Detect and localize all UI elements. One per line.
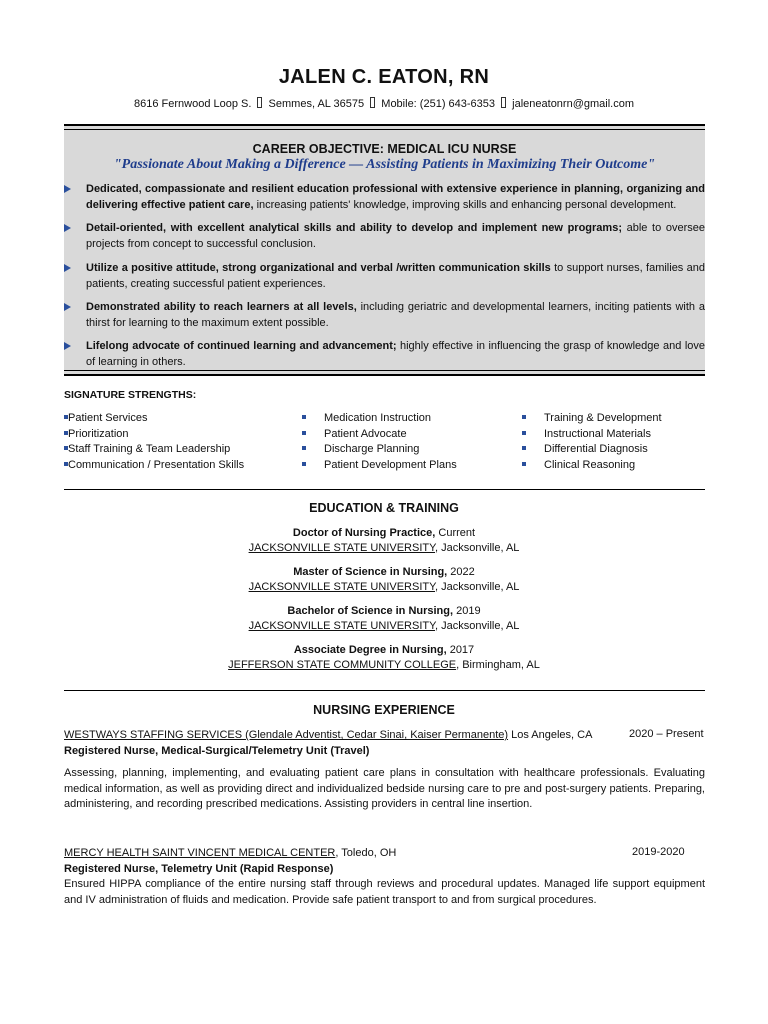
education-degree: Associate Degree in Nursing, 2017 [293, 644, 475, 656]
email-address: jaleneatonrn@gmail.com [512, 98, 634, 110]
strength-item: Clinical Reasoning [522, 458, 662, 474]
strength-item: Communication / Presentation Skills [64, 458, 244, 474]
objective-bullet [64, 339, 705, 370]
divider [64, 374, 705, 376]
education-school: JEFFERSON STATE COMMUNITY COLLEGE, Birmingham, AL [228, 659, 540, 671]
experience-heading: NURSING EXPERIENCE [313, 703, 455, 717]
square-bullet-icon [302, 446, 306, 450]
square-bullet-icon [522, 446, 526, 450]
strengths-heading: SIGNATURE STRENGTHS: [64, 389, 197, 401]
job-description: Assessing, planning, implementing, and evaluating patient care plans in consultation with healthcare professionals. Evaluating medical information, as well as providing direct and individualized bedside nursing care to pre and post-surgery patients. Preparing, administering, and recording prescribed medications. Assisting providers in central line insertion. [64, 767, 705, 810]
arrow-bullet-icon [64, 224, 71, 232]
objective-bullet [64, 182, 705, 213]
square-bullet-icon [522, 431, 526, 435]
square-bullet-icon [302, 431, 306, 435]
job-employer-line: MERCY HEALTH SAINT VINCENT MEDICAL CENTER, Toledo, OH [64, 847, 397, 859]
bullet-bold: Dedicated, compassionate and resilient education professional with extensive experience in planning, organizing and delivering effective patient care, [86, 183, 705, 211]
strength-item: Differential Diagnosis [522, 442, 662, 458]
arrow-bullet-icon [64, 185, 71, 193]
objective-bullet [64, 300, 705, 331]
contact-line [0, 97, 768, 110]
job-dates: 2019-2020 [632, 846, 685, 858]
bullet-text: to support nurses, families and patients, creating successful patient experiences. [86, 262, 705, 290]
mobile-number: Mobile: (251) 643-6353 [381, 98, 496, 110]
separator-icon [501, 97, 506, 108]
address: 8616 Fernwood Loop S. [134, 98, 252, 110]
strength-item: Patient Development Plans [302, 458, 457, 474]
job-entry [64, 728, 705, 813]
education-school: JACKSONVILLE STATE UNIVERSITY, Jacksonville, AL [248, 542, 520, 554]
strengths-column-2 [302, 411, 457, 473]
bullet-bold: Lifelong advocate of continued learning and advancement; [86, 340, 397, 352]
objective-bullet [64, 221, 705, 252]
job-title: Registered Nurse, Telemetry Unit (Rapid Response) [64, 862, 334, 875]
strengths-column-3 [522, 411, 662, 473]
arrow-bullet-icon [64, 303, 71, 311]
square-bullet-icon [302, 462, 306, 466]
arrow-bullet-icon [64, 264, 71, 272]
candidate-name: JALEN C. EATON, RN [278, 66, 490, 88]
divider [64, 370, 705, 371]
education-degree: Master of Science in Nursing, 2022 [293, 566, 475, 578]
education-school: JACKSONVILLE STATE UNIVERSITY, Jacksonville, AL [248, 620, 520, 632]
arrow-bullet-icon [64, 342, 71, 350]
job-dates: 2020 – Present [629, 728, 704, 740]
bullet-text: increasing patients' knowledge, improving skills and enhancing personal development. [253, 198, 677, 211]
job-title: Registered Nurse, Medical-Surgical/Telemetry Unit (Travel) [64, 744, 370, 757]
job-employer-line: WESTWAYS STAFFING SERVICES (Glendale Adventist, Cedar Sinai, Kaiser Permanente) Los Angeles, CA [64, 729, 593, 741]
strength-item: Prioritization [64, 427, 244, 443]
bullet-bold: Utilize a positive attitude, strong organizational and verbal /written communication skills [86, 262, 551, 274]
strength-item: Training & Development [522, 411, 662, 427]
strengths-column-1 [64, 411, 244, 473]
city-state-zip: Semmes, AL 36575 [268, 98, 365, 110]
square-bullet-icon [522, 462, 526, 466]
strength-item: Patient Services [64, 411, 244, 427]
square-bullet-icon [522, 415, 526, 419]
strength-item: Staff Training & Team Leadership [64, 442, 244, 458]
section-divider [64, 489, 705, 490]
bullet-text: able to oversee projects from concept to successful conclusion. [86, 222, 705, 250]
job-entry [64, 846, 705, 908]
objective-tagline: "Passionate About Making a Difference — Assisting Patients in Maximizing Their Outcome" [113, 157, 656, 172]
education-heading: EDUCATION & TRAINING [309, 501, 459, 515]
separator-icon [370, 97, 375, 108]
divider [64, 124, 705, 126]
strength-item: Instructional Materials [522, 427, 662, 443]
strength-item: Patient Advocate [302, 427, 457, 443]
divider [64, 129, 705, 130]
bullet-text: highly effective in influencing the grasp of knowledge and love of learning in others. [86, 340, 705, 368]
bullet-text: including geriatric and developmental learners, inciting patients with a thirst for learning to the maximum extent possible. [86, 301, 705, 329]
education-degree: Doctor of Nursing Practice, Current [292, 527, 476, 539]
strength-item: Discharge Planning [302, 442, 457, 458]
education-school: JACKSONVILLE STATE UNIVERSITY, Jacksonville, AL [248, 581, 520, 593]
strength-item: Medication Instruction [302, 411, 457, 427]
job-description: Ensured HIPPA compliance of the entire nursing staff through reviews and procedural updates. Managed life support equipment and IV administration of fluids and medication. Provide safe patient transport to and from surgical procedures. [64, 878, 705, 906]
bullet-bold: Demonstrated ability to reach learners at all levels, [86, 301, 357, 313]
bullet-bold: Detail-oriented, with excellent analytical skills and ability to develop and implement new programs; [86, 222, 622, 234]
education-degree: Bachelor of Science in Nursing, 2019 [287, 605, 481, 617]
objective-bullet [64, 261, 705, 292]
objective-title: CAREER OBJECTIVE: MEDICAL ICU NURSE [252, 142, 517, 156]
square-bullet-icon [302, 415, 306, 419]
section-divider [64, 690, 705, 691]
separator-icon [257, 97, 262, 108]
